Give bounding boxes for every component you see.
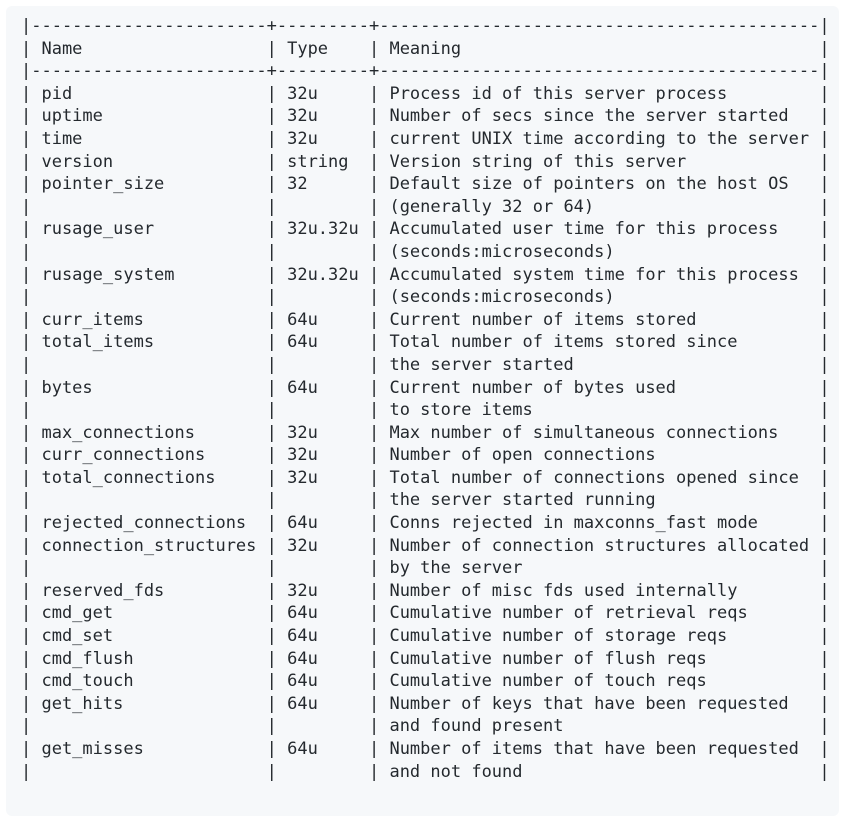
- code-line: | curr_connections | 32u | Number of open connections |: [21, 445, 830, 466]
- code-line: | cmd_get | 64u | Cumulative number of retrieval reqs |: [21, 603, 830, 624]
- code-line: | | | and not found |: [21, 761, 830, 782]
- code-line: | rejected_connections | 64u | Conns rejected in maxconns_fast mode |: [21, 513, 830, 534]
- code-line: | pid | 32u | Process id of this server process |: [21, 83, 830, 104]
- code-line: | | | the server started running |: [21, 490, 830, 511]
- code-line: | total_connections | 32u | Total number of connections opened since |: [21, 467, 830, 488]
- code-line: | get_hits | 64u | Number of keys that have been requested |: [21, 693, 830, 714]
- code-line: | total_items | 64u | Total number of items stored since |: [21, 332, 830, 353]
- code-line: | rusage_user | 32u.32u | Accumulated user time for this process |: [21, 219, 830, 240]
- code-line: |-----------------------+---------+-------------------------------------------|: [21, 61, 830, 82]
- code-line: | uptime | 32u | Number of secs since the server started |: [21, 106, 830, 127]
- code-line: | rusage_system | 32u.32u | Accumulated system time for this process |: [21, 264, 830, 285]
- code-line: | max_connections | 32u | Max number of simultaneous connections |: [21, 422, 830, 443]
- code-line: | cmd_touch | 64u | Cumulative number of touch reqs |: [21, 671, 830, 692]
- code-line: | cmd_flush | 64u | Cumulative number of flush reqs |: [21, 648, 830, 669]
- code-line: | | | (generally 32 or 64) |: [21, 196, 830, 217]
- code-line: | version | string | Version string of this server |: [21, 151, 830, 172]
- code-line: | cmd_set | 64u | Cumulative number of storage reqs |: [21, 626, 830, 647]
- code-line: | | | the server started |: [21, 354, 830, 375]
- code-line: | | | to store items |: [21, 400, 830, 421]
- code-line: | time | 32u | current UNIX time according to the server |: [21, 128, 830, 149]
- code-line: | reserved_fds | 32u | Number of misc fds used internally |: [21, 580, 830, 601]
- code-line: | get_misses | 64u | Number of items that have been requested |: [21, 739, 830, 759]
- code-line: | | | and found present |: [21, 716, 830, 737]
- code-line: | connection_structures | 32u | Number of connection structures allocated |: [21, 535, 830, 556]
- code-line: | bytes | 64u | Current number of bytes used |: [21, 377, 830, 398]
- stats-table-code-block: [6, 6, 839, 816]
- code-line: | | | (seconds:microseconds) |: [21, 241, 830, 262]
- code-line: | | | by the server |: [21, 558, 830, 579]
- ascii-table: [6, 6, 839, 795]
- code-line: | pointer_size | 32 | Default size of pointers on the host OS |: [21, 174, 830, 195]
- code-line: | Name | Type | Meaning |: [21, 38, 830, 59]
- code-line: |-----------------------+---------+-------------------------------------------|: [21, 16, 830, 36]
- code-line: | | | (seconds:microseconds) |: [21, 287, 830, 308]
- code-line: | curr_items | 64u | Current number of items stored |: [21, 309, 830, 330]
